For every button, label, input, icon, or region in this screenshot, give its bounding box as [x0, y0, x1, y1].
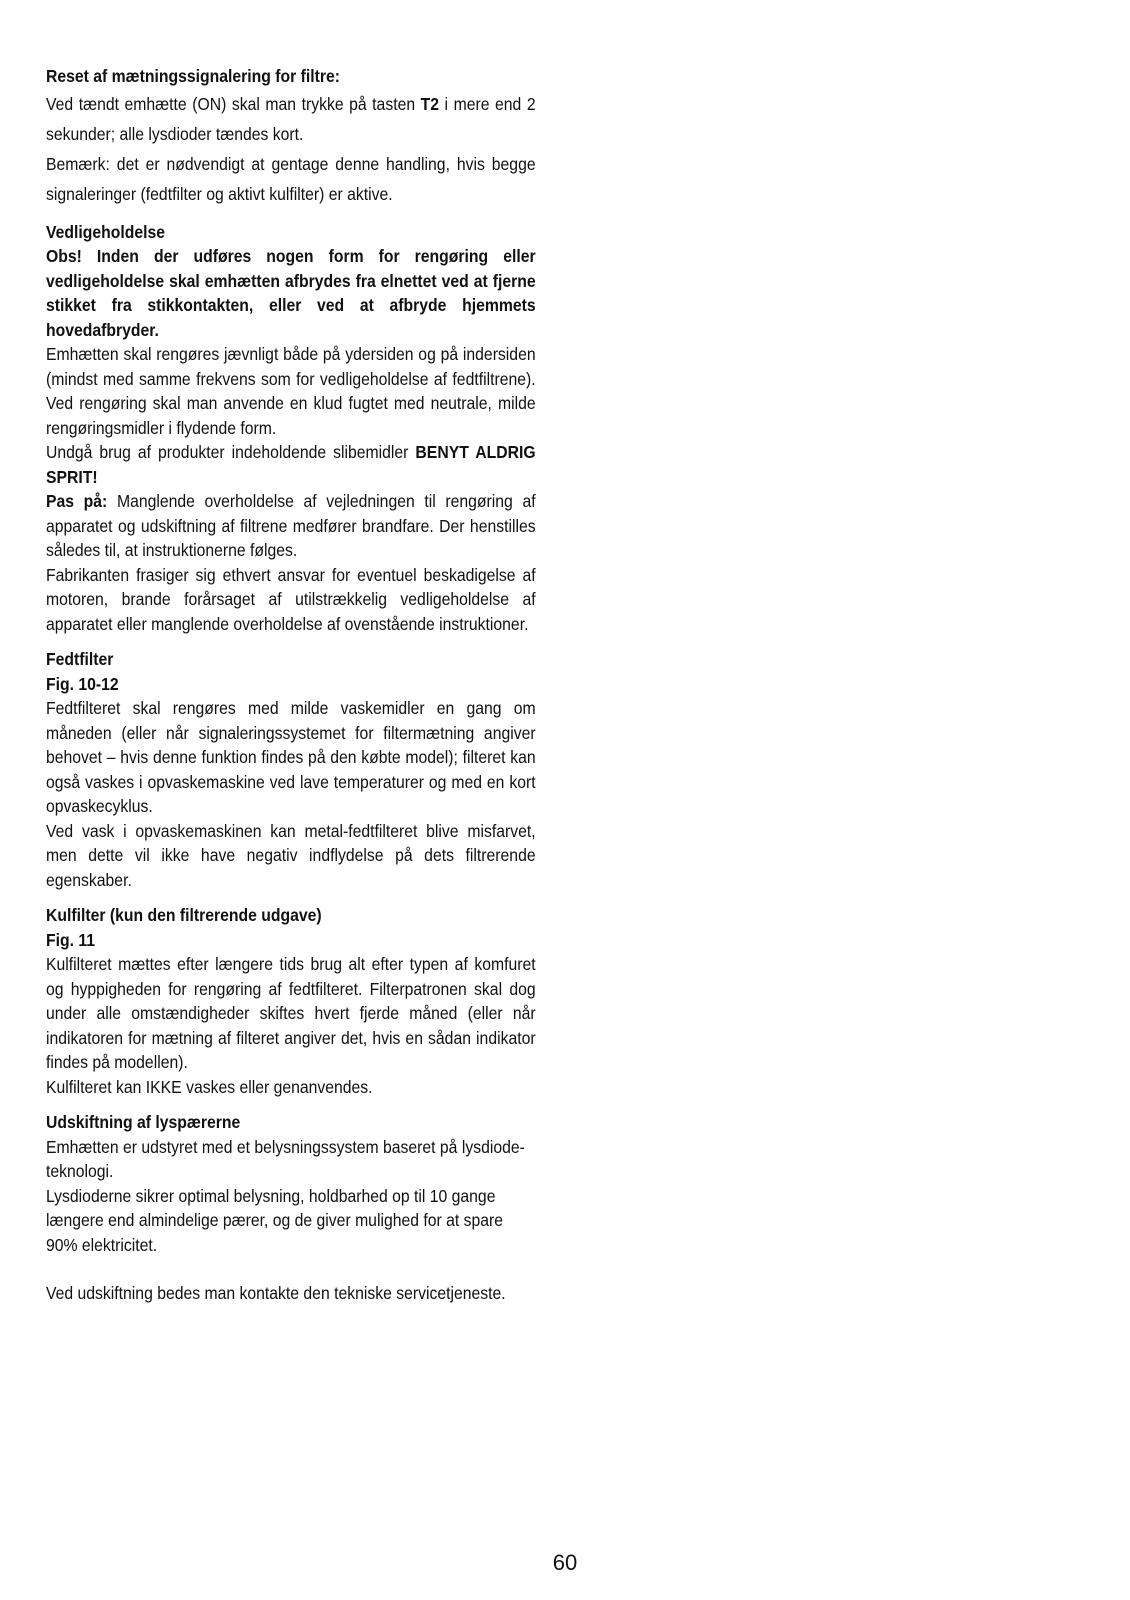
carbon-filter-paragraph-1: Kulfilteret mættes efter længere tids brug alt efter typen af komfuret og hyppigheden for rengøring af fedtfilteret. Filterpatronen skal dog under alle omstændigheder skiftes hvert fjerde måned (eller når indikatoren for mætning af filteret angiver det, hvis en sådan indikator findes på modellen). — [46, 954, 536, 1072]
reset-paragraph-1: Ved tændt emhætte (ON) skal man trykke på tasten T2 i mere end 2 sekunder; alle lysdioder tændes kort. — [46, 93, 536, 144]
maintenance-warning: Obs! Inden der udføres nogen form for rengøring eller vedligeholdelse skal emhætten afbrydes fra elnettet ved at fjerne stikket fra stikkontakten, eller ved at afbryde hjemmets hovedafbryder. — [46, 246, 536, 340]
grease-filter-heading: Fedtfilter — [46, 649, 114, 669]
maintenance-paragraph-3: Pas på: Manglende overholdelse af vejledningen til rengøring af apparatet og udskiftning af filtrene medfører brandfare. Der henstilles således til, at instruktionerne følges. — [46, 491, 536, 560]
bulbs-paragraph-3: Ved udskiftning bedes man kontakte den tekniske servicetjeneste. — [46, 1283, 506, 1303]
maintenance-heading: Vedligeholdelse — [46, 221, 166, 242]
reset-heading: Reset af mætningssignalering for filtre: — [46, 66, 341, 86]
bulbs-heading: Udskiftning af lyspærerne — [46, 1112, 241, 1132]
grease-filter-paragraph-1: Fedtfilteret skal rengøres med milde vaskemidler en gang om måneden (eller når signaleringssystemet for filtermætning angiver behovet – hvis denne funktion findes på den købte model); filteret kan også vaskes i opvaskemaskine ved lave temperaturer og med en kort opvaskecyklus. — [46, 698, 536, 816]
maintenance-section — [46, 220, 536, 637]
carbon-filter-section — [46, 903, 536, 1099]
page-number: 60 — [552, 1550, 578, 1575]
carbon-filter-figure-ref: Fig. 11 — [46, 929, 96, 950]
bulbs-paragraph-1: Emhætten er udstyret med et belysningssystem baseret på lysdiode-teknologi. — [46, 1136, 525, 1181]
maintenance-paragraph-4: Fabrikanten frasiger sig ethvert ansvar for eventuel beskadigelse af motoren, brande forårsaget af utilstrækkelig vedligeholdelse af apparatet eller manglende overholdelse af ovenstående instruktioner. — [46, 564, 536, 634]
text-column — [46, 64, 536, 1306]
reset-paragraph-2: Bemærk: det er nødvendigt at gentage denne handling, hvis begge signaleringer (fedtfilter og aktivt kulfilter) er aktive. — [46, 153, 536, 204]
grease-filter-section — [46, 647, 536, 892]
caution-label: Pas på: — [46, 491, 108, 511]
bulbs-section — [46, 1110, 536, 1306]
grease-filter-figure-ref: Fig. 10-12 — [46, 673, 119, 694]
bulbs-paragraph-2: Lysdioderne sikrer optimal belysning, holdbarhed op til 10 gange længere end almindelige pærer, og de giver mulighed for at spare 90% elektricitet. — [46, 1185, 504, 1255]
maintenance-paragraph-1: Emhætten skal rengøres jævnligt både på ydersiden og på indersiden (mindst med samme frekvens som for vedligeholdelse af fedtfiltrene). Ved rengøring skal man anvende en klud fugtet med neutrale, milde rengøringsmidler i flydende form. — [46, 344, 536, 438]
grease-filter-paragraph-2: Ved vask i opvaskemaskinen kan metal-fedtfilteret blive misfarvet, men dette vil ikke have negativ indflydelse på dets filtrerende egenskaber. — [46, 820, 536, 890]
reset-section — [46, 64, 536, 209]
carbon-filter-paragraph-2: Kulfilteret kan IKKE vaskes eller genanvendes. — [46, 1076, 373, 1097]
maintenance-paragraph-2: Undgå brug af produkter indeholdende slibemidler BENYT ALDRIG SPRIT! — [46, 442, 536, 487]
carbon-filter-heading: Kulfilter (kun den filtrerende udgave) — [46, 905, 322, 925]
key-label: T2 — [420, 93, 440, 114]
no-alcohol-warning: BENYT ALDRIG SPRIT! — [46, 442, 536, 487]
